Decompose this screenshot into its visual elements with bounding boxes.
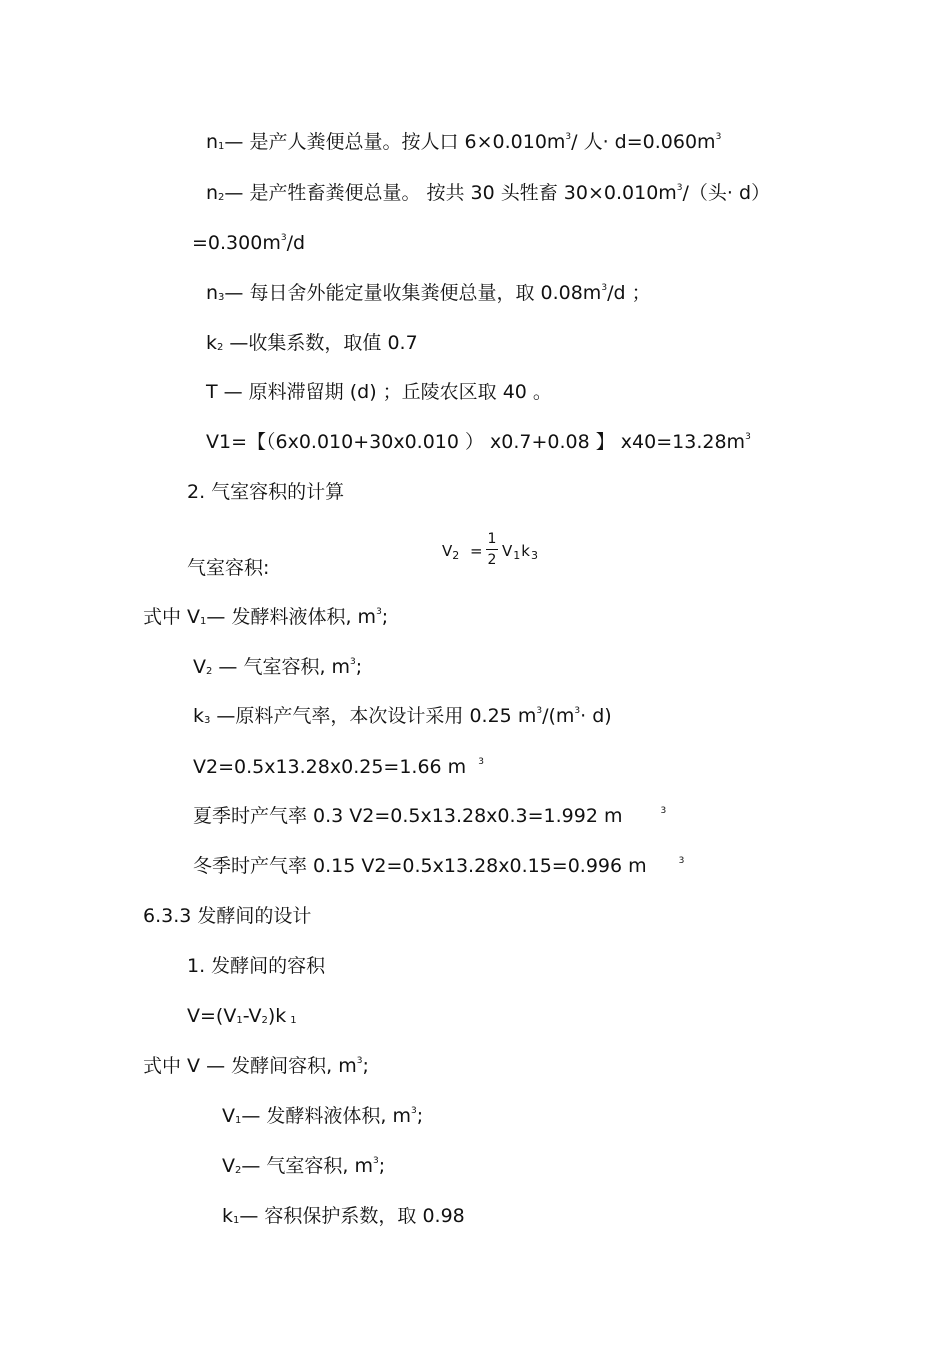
definition-text: — 每日舍外能定量收集粪便总量，取 0.08m — [224, 282, 602, 304]
subscript: 1 — [513, 549, 522, 562]
symbol: n — [206, 182, 219, 204]
t-definition — [206, 380, 552, 404]
subscript: 2 — [452, 549, 460, 562]
where-k1 — [222, 1204, 465, 1233]
subscript: 1 — [236, 1015, 243, 1026]
symbol: n — [206, 282, 219, 304]
subscript: 2 — [217, 342, 224, 353]
subscript: 3 — [530, 549, 539, 562]
superscript: 3 — [565, 132, 572, 142]
where-v2 — [193, 655, 362, 684]
symbol: k — [206, 332, 218, 354]
where-v2 — [222, 1154, 385, 1183]
numerator: 1 — [487, 531, 497, 547]
subscript: 1 — [290, 1015, 297, 1026]
superscript: 3 — [715, 132, 722, 142]
fraction — [486, 530, 498, 569]
definition-text: ; — [416, 1105, 424, 1127]
definition-text: / 人· d=0.060m — [571, 131, 716, 153]
subscript: 1 — [200, 616, 207, 627]
definition-text: — 气室容积, m — [241, 1155, 374, 1177]
subscript: 3 — [218, 292, 225, 303]
definition-text: — 气室容积, m — [212, 656, 351, 678]
definition-text: /d ； — [607, 282, 651, 304]
definition-text: · d) — [580, 705, 612, 727]
superscript: 3 — [678, 856, 685, 866]
symbol: k — [521, 542, 531, 560]
heading-text: 1. 发酵间的容积 — [187, 955, 326, 977]
symbol: V — [193, 656, 206, 678]
symbol: n — [206, 131, 219, 153]
symbol: k — [222, 1205, 234, 1227]
subscript: 1 — [235, 1115, 242, 1126]
superscript: 3 — [376, 607, 382, 617]
definition-text: — 发酵料液体积, m — [206, 606, 377, 628]
where-v1 — [222, 1104, 423, 1133]
formula-text: -V — [242, 1005, 262, 1027]
calculation-text: V2=0.5x13.28x0.25=1.66 m — [193, 756, 467, 778]
where-v — [143, 1054, 369, 1078]
definition-text: ; — [381, 606, 389, 628]
heading-text: 6.3.3 发酵间的设计 — [143, 905, 312, 927]
formula-text: )k — [267, 1005, 287, 1027]
definition-text: —原料产气率，本次设计采用 0.25 m — [210, 705, 537, 727]
subscript: 2 — [261, 1015, 268, 1026]
symbol: V — [222, 1155, 235, 1177]
n3-definition — [206, 281, 651, 310]
superscript: 3 — [601, 283, 608, 293]
calculation-text: 冬季时产气率 0.15 V2=0.5x13.28x0.15=0.996 m — [193, 855, 647, 877]
superscript: 3 — [411, 1106, 417, 1116]
definition-text: =0.300m — [192, 232, 281, 254]
symbol: V — [222, 1105, 235, 1127]
definition-text: —收集系数，取值 0.7 — [223, 332, 418, 354]
superscript: 3 — [660, 806, 667, 816]
formula-lhs — [442, 542, 459, 562]
definition-text: T — 原料滞留期 (d) ；丘陵农区取 40 。 — [206, 381, 552, 403]
superscript: 3 — [280, 233, 287, 243]
superscript: 3 — [676, 183, 683, 193]
definition-text: — 是产牲畜粪便总量。 按共 30 头牲畜 30×0.010m — [224, 182, 677, 204]
gas-chamber-label — [187, 556, 269, 580]
superscript: 3 — [574, 706, 581, 716]
equals-sign: = — [470, 542, 483, 560]
subscript: 2 — [218, 192, 225, 203]
formula-text: V=(V — [187, 1005, 237, 1027]
subscript: 2 — [206, 666, 213, 677]
where-k3 — [193, 704, 612, 733]
superscript: 3 — [536, 706, 543, 716]
superscript: 3 — [373, 1156, 379, 1166]
definition-text: /（头· d） — [682, 182, 771, 204]
v-formula — [187, 1004, 297, 1033]
symbol: k — [193, 705, 205, 727]
calculation-text: V1=【（6x0.010+30x0.010 ） x0.7+0.08 】 x40=13.28m — [206, 431, 746, 453]
k2-definition — [206, 331, 418, 360]
definition-text: 式中 V — 发酵间容积, m — [143, 1055, 357, 1077]
definition-text: ; — [355, 656, 363, 678]
definition-text: /(m — [542, 705, 575, 727]
subscript: 2 — [235, 1165, 242, 1176]
definition-text: — 容积保护系数，取 0.98 — [239, 1205, 465, 1227]
definition-text: 式中 V — [143, 606, 201, 628]
winter-calculation — [193, 854, 684, 878]
label-text: 气室容积: — [187, 557, 270, 579]
subscript: 1 — [218, 141, 225, 152]
summer-calculation — [193, 804, 666, 828]
definition-text: — 发酵料液体积, m — [241, 1105, 412, 1127]
calculation-text: 夏季时产气率 0.3 V2=0.5x13.28x0.3=1.992 m — [193, 805, 623, 827]
section-heading — [187, 480, 344, 504]
where-v1 — [143, 605, 388, 634]
n2-continuation — [192, 231, 305, 255]
formula-rhs — [502, 542, 539, 562]
n1-definition — [206, 130, 721, 159]
definition-text: ; — [378, 1155, 386, 1177]
fraction-bar — [486, 549, 498, 550]
definition-text: ; — [362, 1055, 369, 1077]
v2-formula — [442, 530, 562, 578]
symbol: V — [502, 542, 514, 560]
superscript: 3 — [356, 1056, 363, 1066]
subsection-heading — [187, 954, 325, 978]
subscript: 1 — [233, 1215, 240, 1226]
v2-calculation — [193, 755, 484, 779]
superscript: 3 — [350, 657, 356, 667]
symbol: V — [442, 542, 453, 560]
definition-text: /d — [286, 232, 306, 254]
heading-text: 2. 气室容积的计算 — [187, 481, 345, 503]
n2-definition — [206, 181, 770, 210]
subscript: 3 — [204, 715, 211, 726]
definition-text: — 是产人粪便总量。按人口 6×0.010m — [224, 131, 566, 153]
superscript: 3 — [745, 432, 751, 442]
denominator: 2 — [487, 552, 497, 568]
v1-calculation — [206, 430, 751, 454]
superscript: 3 — [478, 757, 484, 767]
section-heading — [143, 904, 311, 928]
